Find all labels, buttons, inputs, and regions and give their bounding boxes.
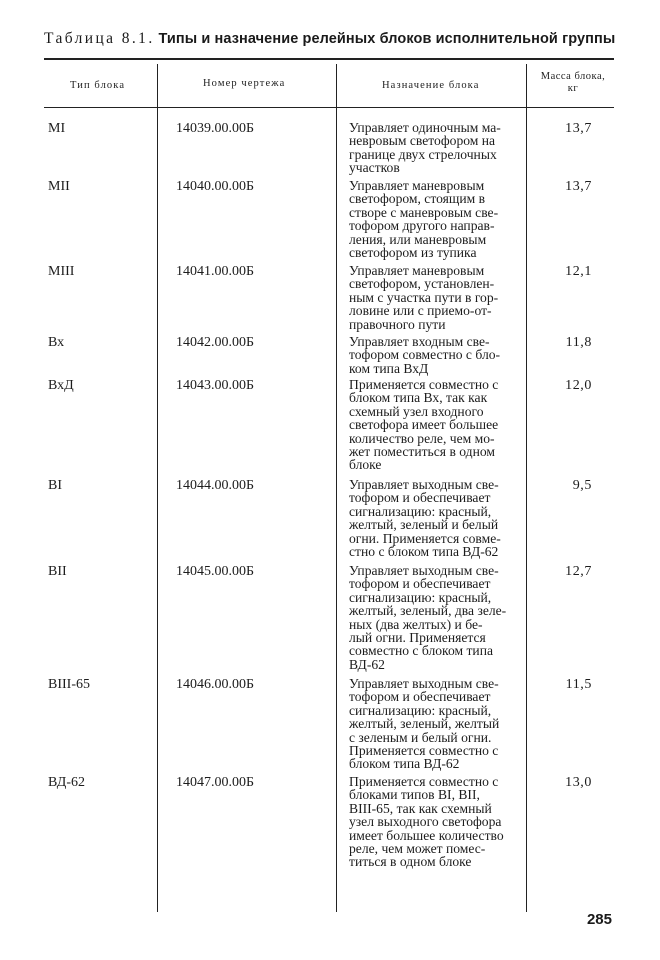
row-type: MIII — [48, 264, 75, 279]
header-purpose: Назначение блока — [382, 80, 480, 91]
row-type: Вх — [48, 335, 65, 350]
row-purpose-line: желтый, зеленый, желтый — [349, 716, 500, 732]
header-drawing: Номер чертежа — [203, 78, 286, 89]
row-drawing-number: 14040.00.00Б — [176, 179, 255, 194]
row-purpose-line: тофором другого направ- — [349, 218, 495, 234]
row-purpose-line: желтый, зеленый, два зеле- — [349, 603, 507, 619]
row-type: MII — [48, 179, 70, 194]
row-drawing-number: 14047.00.00Б — [176, 775, 255, 790]
row-purpose — [349, 179, 524, 259]
row-purpose-line: ления, или маневровым — [349, 231, 487, 247]
table-header-rule — [44, 107, 614, 108]
row-purpose-line: светофора имеет большее — [349, 417, 499, 433]
column-divider-2 — [336, 64, 337, 912]
row-purpose-line: с зеленым и белый огни. — [349, 729, 492, 745]
row-drawing-number: 14043.00.00Б — [176, 378, 255, 393]
table-caption-title: Типы и назначение релейных блоков исполнительной группы — [158, 31, 616, 47]
row-drawing-number: 14042.00.00Б — [176, 335, 255, 350]
row-purpose — [349, 478, 524, 558]
row-mass: 12,7 — [565, 564, 592, 579]
row-mass: 13,7 — [565, 179, 592, 194]
row-purpose-line: Управляет выходным све- — [349, 563, 499, 578]
table-top-rule — [44, 58, 614, 60]
row-purpose-line: сигнализацию: красный, — [349, 702, 492, 718]
header-type: Тип блока — [70, 80, 126, 91]
row-purpose-line: невровым светофором на — [349, 133, 496, 149]
row-purpose-line: титься в одном блоке — [349, 854, 472, 870]
row-mass: 13,0 — [565, 775, 592, 790]
row-type: ВхД — [48, 378, 74, 393]
row-mass: 12,0 — [565, 378, 592, 393]
row-purpose-line: тофором и обеспечивает — [349, 576, 491, 592]
row-type: ВД-62 — [48, 775, 86, 790]
row-purpose-line: количество реле, чем мо- — [349, 430, 495, 446]
row-purpose-line: светофором, установлен- — [349, 276, 495, 292]
row-purpose-line: блоком типа Вх, так как — [349, 390, 488, 406]
row-purpose — [349, 677, 524, 771]
row-purpose-line: реле, чем может помес- — [349, 841, 486, 857]
row-drawing-number: 14046.00.00Б — [176, 677, 255, 692]
row-mass: 11,5 — [565, 677, 592, 692]
table-caption — [44, 30, 624, 48]
row-purpose-line: Применяется совместно с — [349, 743, 499, 759]
row-purpose-line: огни. Применяется совме- — [349, 530, 501, 546]
row-purpose-line: участков — [349, 160, 400, 176]
row-purpose-line: створе с маневровым све- — [349, 204, 499, 220]
row-drawing-number: 14039.00.00Б — [176, 121, 255, 136]
row-purpose-line: ловине или с приемо-от- — [349, 303, 492, 319]
row-purpose — [349, 335, 524, 375]
row-purpose-line: блоками типов BI, BII, — [349, 787, 480, 803]
row-purpose-line: жет поместиться в одном — [349, 444, 495, 460]
row-purpose-line: стно с блоком типа ВД-62 — [349, 544, 499, 560]
row-purpose-line: тофором и обеспечивает — [349, 490, 491, 506]
row-purpose-line: BIII-65, так как схемный — [349, 800, 492, 816]
row-purpose-line: блоке — [349, 457, 382, 473]
row-mass: 9,5 — [572, 478, 592, 493]
row-purpose — [349, 264, 524, 331]
row-purpose-line: Управляет выходным све- — [349, 477, 499, 492]
row-purpose-line: Применяется совместно с — [349, 774, 499, 789]
row-purpose-line: блоком типа ВД-62 — [349, 756, 460, 772]
row-purpose-line: совместно с блоком типа — [349, 643, 494, 659]
header-mass: Масса блока, кг — [540, 71, 606, 94]
row-purpose-line: имеет большее количество — [349, 827, 504, 843]
row-purpose-line: ВД-62 — [349, 656, 385, 672]
row-purpose-line: Управляет входным све- — [349, 334, 490, 349]
row-drawing-number: 14044.00.00Б — [176, 478, 255, 493]
row-purpose-line: ных (два желтых) и бе- — [349, 616, 483, 632]
row-purpose-line: лый огни. Применяется — [349, 630, 486, 646]
row-purpose-line: ным с участка пути в гор- — [349, 289, 499, 305]
row-purpose-line: желтый, зеленый и белый — [349, 517, 499, 533]
row-drawing-number: 14041.00.00Б — [176, 264, 255, 279]
row-purpose-line: светофором из тупика — [349, 245, 477, 261]
row-purpose — [349, 378, 524, 472]
row-type: MI — [48, 121, 66, 136]
row-drawing-number: 14045.00.00Б — [176, 564, 255, 579]
row-purpose-line: Управляет маневровым — [349, 263, 485, 278]
row-purpose-line: ком типа ВхД — [349, 360, 429, 376]
row-purpose — [349, 564, 524, 671]
row-mass: 13,7 — [565, 121, 592, 136]
row-type: BII — [48, 564, 67, 579]
row-purpose-line: границе двух стрелочных — [349, 146, 497, 162]
row-type: BI — [48, 478, 62, 493]
row-purpose-line: сигнализацию: красный, — [349, 589, 492, 605]
row-purpose-line: узел выходного светофора — [349, 814, 502, 830]
row-purpose-line: светофором, стоящим в — [349, 191, 486, 207]
row-purpose-line: Управляет выходным све- — [349, 676, 499, 691]
row-purpose-line: Управляет одиночным ма- — [349, 120, 501, 135]
row-mass: 11,8 — [565, 335, 592, 350]
row-purpose-line: Управляет маневровым — [349, 178, 485, 193]
row-type: BIII-65 — [48, 677, 90, 692]
row-purpose — [349, 121, 524, 175]
row-purpose-line: правочного пути — [349, 316, 446, 332]
row-purpose-line: схемный узел входного — [349, 403, 484, 419]
table-caption-number: Таблица 8.1. — [44, 30, 155, 47]
row-purpose-line: тофором и обеспечивает — [349, 689, 491, 705]
row-purpose — [349, 775, 524, 869]
page-number: 285 — [586, 911, 612, 928]
column-divider-3 — [526, 64, 527, 912]
column-divider-1 — [157, 64, 158, 912]
row-mass: 12,1 — [565, 264, 592, 279]
row-purpose-line: сигнализацию: красный, — [349, 503, 492, 519]
row-purpose-line: тофором совместно с бло- — [349, 347, 501, 363]
row-purpose-line: Применяется совместно с — [349, 377, 499, 392]
